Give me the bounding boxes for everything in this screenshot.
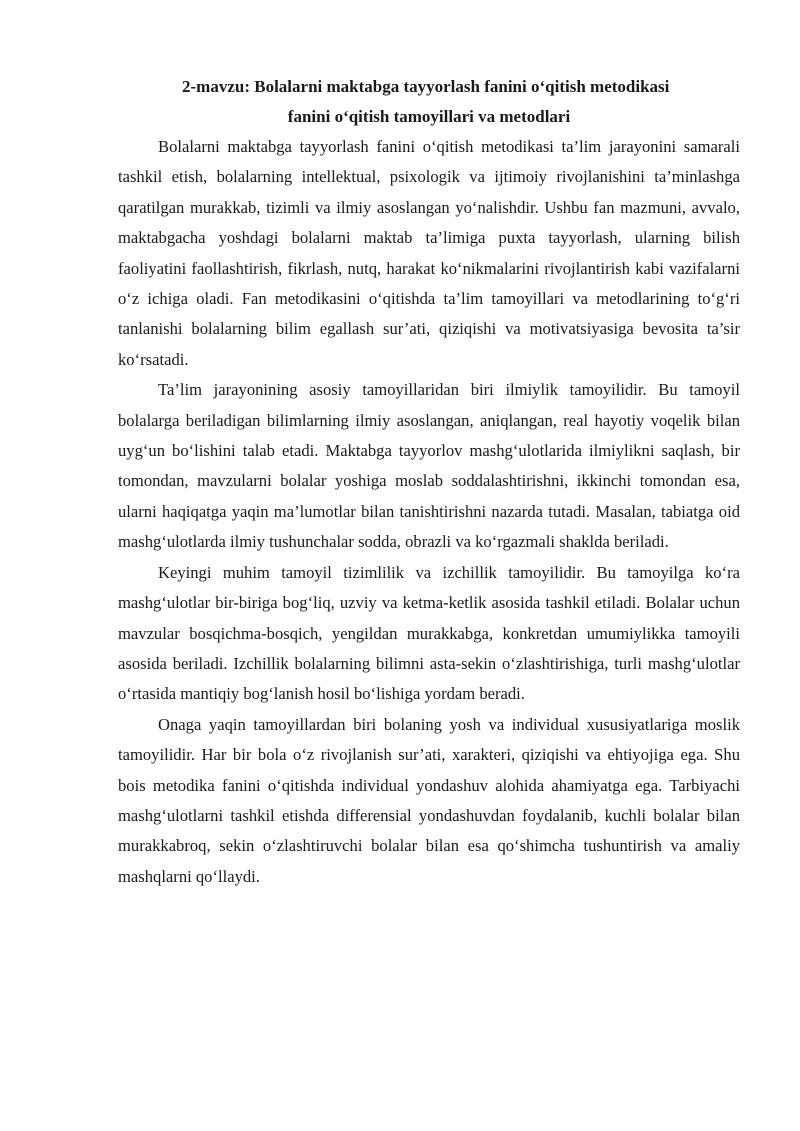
title-line-2: fanini o‘qitish tamoyillari va metodlari — [287, 107, 571, 126]
title-line-1: 2-mavzu: Bolalarni maktabga tayyorlash fanini o‘qitish metodikasi — [182, 77, 670, 96]
document-title — [118, 72, 740, 132]
paragraph-systematic-principle: Keyingi muhim tamoyil tizimlilik va izchillik tamoyilidir. Bu tamoyilga ko‘ra mashg‘ulotlar bir-biriga bog‘liq, uzviy va ketma-ketlik asosida tashkil etiladi. Bolalar uchun mavzular bosqichma-bosqich, yengildan murakkabga, konkretdan umumiylikka tamoyili asosida beriladi. Izchillik bolalarning bilimni asta-sekin o‘zlashtirishiga, turli mashg‘ulotlar o‘rtasida mantiqiy bog‘lanish hosil bo‘lishiga yordam beradi. — [118, 562, 740, 704]
document-page — [118, 72, 740, 892]
paragraph-scientific-principle: Ta’lim jarayonining asosiy tamoyillaridan biri ilmiylik tamoyilidir. Bu tamoyil bolalarga beriladigan bilimlarning ilmiy asoslangan, aniqlangan, real hayotiy voqelik bilan uyg‘un bo‘lishini talab etadi. Maktabga tayyorlov mashg‘ulotlarida ilmiylikni saqlash, bir tomondan, mavzularni bolalar yoshiga moslab soddalashtirishni, ikkinchi tomondan esa, ularni haqiqatga yaqin ma’lumotlar bilan tanishtirishni nazarda tutadi. Masalan, tabiatga oid mashg‘ulotlarda ilmiy tushunchalar sodda, obrazli va ko‘rgazmali shaklda beriladi. — [118, 380, 740, 552]
paragraph-individual-principle: Onaga yaqin tamoyillardan biri bolaning yosh va individual xususiyatlariga moslik tamoyilidir. Har bir bola o‘z rivojlanish sur’ati, xarakteri, qiziqishi va ehtiyojiga ega. Shu bois metodika fanini o‘qitishda individual yondashuv alohida ahamiyatga ega. Tarbiyachi mashg‘ulotlarni tashkil etishda differensial yondashuvdan foydalanib, kuchli bolalar bilan murakkabroq, sekin o‘zlashtiruvchi bolalar bilan esa qo‘shimcha tushuntirish va amaliy mashqlarni qo‘llaydi. — [118, 714, 740, 886]
paragraph-intro: Bolalarni maktabga tayyorlash fanini o‘qitish metodikasi ta’lim jarayonini samarali tashkil etish, bolalarning intellektual, psixologik va ijtimoiy rivojlanishini ta’minlashga qaratilgan murakkab, tizimli va ilmiy asoslangan yo‘nalishdir. Ushbu fan mazmuni, avvalo, maktabgacha yoshdagi bolalarni maktab ta’limiga puxta tayyorlash, ularning bilish faoliyatini faollashtirish, fikrlash, nutq, harakat ko‘nikmalarini rivojlantirish kabi vazifalarni o‘z ichiga oladi. Fan metodikasini o‘qitishda ta’lim tamoyillari va metodlarining to‘g‘ri tanlanishi bolalarning bilim egallash sur’ati, qiziqishi va motivatsiyasiga bevosita ta’sir ko‘rsatadi. — [118, 137, 740, 369]
